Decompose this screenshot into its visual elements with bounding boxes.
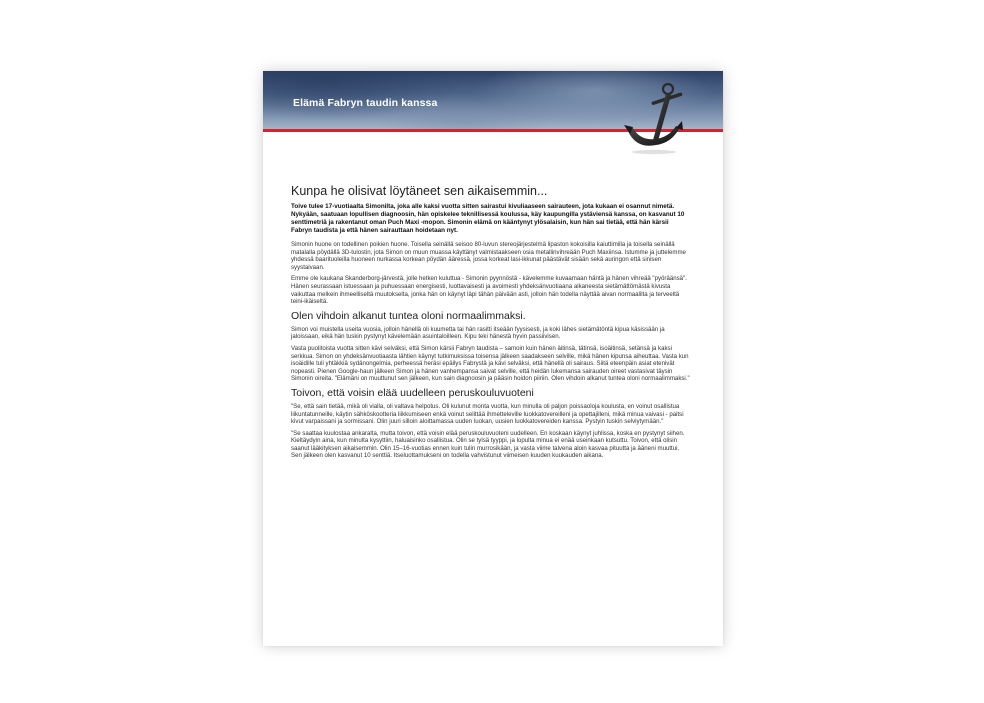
paragraph: Vasta puolitoista vuotta sitten kävi selväksi, että Simon kärsii Fabryn taudista – samoin kuin hänen äitinsä, tätinsä, isoäitinsä, setänsä ja kaksi serkkua. Simon on yhdeksänvuotiaasta lähtien käynyt tutkimuksissa toisensa jälkeen saadakseen selville, mikä hänen kipunsa aiheuttaa. Vasta kun isoäidille tuli yhtäkkiä sydänongelmia, perheessä heräsi epäilys Fabrystä ja kävi selväksi, että hänellä oli sairaus. Siitä eteenpäin asiat etenivät nopeasti. Pienen Google-haun jälkeen Simon ja hänen vanhempansa saivat selville, että heidän lukemansa sairauden oireet vastasivat täysin Simonin oireita. "Elämäni on muuttunut sen jälkeen, kun sain diagnoosin ja pääsin hoidon piiriin. Olen vihdoin alkanut tuntea oloni normaalimmaksi." <box>291 344 690 383</box>
paragraph: Simonin huone on todellinen poikien huone. Toisella seinällä seisoo 80-luvun stereojärjestelmä lipaston kokoisilla kaiuttimilla ja toisella seinällä matalalla pöydällä 3D-tulostin, jota Simon on muun muassa käyttänyt valmistaakseen osia metallinvihreään Puch Maxiinsa. Istumme ja juttelemme yhdessä baarituoleilla huoneen nurkassa korkean pöydän ääressä, jossa korkeat lasi-ikkunat päästävät sisään sekä auringon että sinisen syystaivaan. <box>291 241 686 271</box>
paragraph: Emme ole kaukana Skanderborg-järvestä, jolle hetken kuluttua - Simonin pyynnöstä - kävelemme kuvaamaan häntä ja hänen vihreää "pyöräänsä". Hänen seurassaan istuessaan ja puhuessaan energisesti, luottavaisesti ja avoimesti yhdeksänvuotiaana alkaneesta sietämättömästä kivusta vaikuttaa melkein ihmeelliseltä muutokselta, jonka hän on käynyt läpi tähän päivään asti, jolloin hän todella näyttää aivan normaalilta ja terveeltä teini-ikäiseltä. <box>291 275 687 306</box>
anchor-icon <box>618 81 686 155</box>
document-page <box>263 71 723 646</box>
article-headline: Kunpa he olisivat löytäneet sen aikaisemmin... <box>291 184 548 198</box>
banner-title: Elämä Fabryn taudin kanssa <box>293 97 438 109</box>
paragraph: "Se saattaa kuulostaa ankaralta, mutta toivon, että voisin elää peruskouluvuoteni uudelleen. En koskaan käynyt juhlissa, koska en pystynyt siihen. Kieltäydyin aina, kun minulta kysyttiin, haluaisinko osallistua. Olin se tylsä tyyppi, ja lopulta minua ei enää useinkaan kutsuttu. Toivon, että olisin saanut lääkityksen aikaisemmin. Olin 15–16-vuotias ennen kuin tulin murrosikään, ja vasta viime talvena aloin kasvaa pituutta ja ääneni muuttui. Sen jälkeen olen kasvanut 10 senttiä. Itseluottamukseni on todella vahvistunut viimeisen kuuden kuukauden aikana. <box>291 429 685 460</box>
article <box>291 184 691 464</box>
section-heading: Olen vihdoin alkanut tuntea oloni normaalimmaksi. <box>291 309 526 322</box>
paragraph: Simon voi muistella useita vuosia, jolloin hänellä oli kuumetta tai hän rasitti itseään fyysisesti, ja koki lähes sietämätöntä kipua käsissään ja jaloissaan, eikä hän tuskin pystynyt kävelemään asuintaloilleen. Kipu teki hänestä hyvin passiivisen. <box>291 325 665 341</box>
article-lead: Toive tulee 17-vuotiaalta Simonilta, joka alle kaksi vuotta sitten sairastui kivuliaaseen sairauteen, jota kukaan ei osannut nimetä. Nykyään, saatuaan lopullisen diagnoosin, hän opiskelee teknillisessä koulussa, käy kaupungilla ystäviensä kanssa, on kasvanut 10 senttimetriä ja rakentanut oman Puch Maxi -mopon. Simonin elämä on kääntynyt ylösalaisin, kun hän sai tietää, että hän kärsii Fabryn taudista ja että hänen sairauttaan hoidetaan nyt. <box>291 203 685 234</box>
section-heading: Toivon, että voisin elää uudelleen peruskouluvuoteni <box>291 386 534 399</box>
paragraph: "Se, että sain tietää, mikä oli vialla, oli valtava helpotus. Oli kulunut monta vuotta, kun minulla oli paljon poissaoloja koulusta, en voinut osallistua liikuntatunneille, käytin sähköskootteria liikkumiseen enkä voinut selittää ihmetteleville luokkatovereilleni ja opettajilleni, mikä minua vaivasi - paitsi kivut varpaissani ja sormissani. Olin juuri silloin aloittamassa uuden luokan, uusien luokkatovereiden kanssa. Pystyin tuskin selviytymään." <box>291 402 684 426</box>
